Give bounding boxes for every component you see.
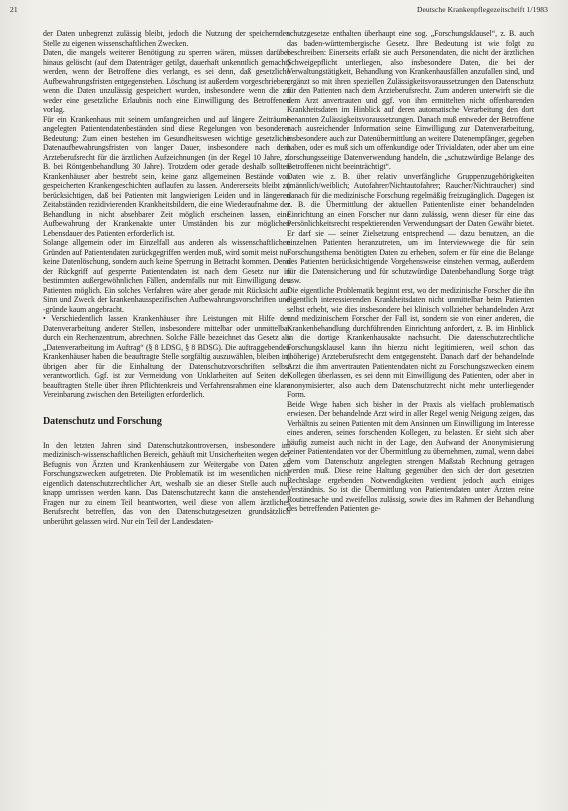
- journal-title: Deutsche Krankenpflegezeitschrift 1/1983: [416, 5, 548, 14]
- paragraph: Daten wie z. B. über relativ unverfängliche Gruppenzugehörigkeiten (männlich/weiblich; Autofahrer/Nichtautofahrer; Raucher/Nichtraucher) sind danach für die medizinische Forschung regelmäßig freizugänglich. Dagegen ist z. B. die Übermittlung der aktuellen Patientenliste einer behandelnden Einrichtung an einen Forscher nur dann zulässig, wenn dieser für eine das Persönlichkeitsrecht respektierenden Verwendungsart der Daten Gewähr bietet. Er darf sie — seiner Zielsetzung entsprechend — dazu benutzen, an die einzelnen Patienten heranzutreten, um im Interviewwege die für sein Forschungsthema benötigten Daten zu erheben, sofern er für eine die Belange des Patienten berücksichtigende Vorgehensweise einstehen vermag, außerdem für die Datensicherung und für schutzwürdige Datenbehandlung Sorge trägt usw.: [287, 171, 534, 285]
- paragraph: Die eigentliche Problematik beginnt erst, wo der medizinische Forscher die ihn eigentlich interessierenden Krankheitsdaten nicht unmittelbar beim Patienten selbst erhebt, wie dies insbesondere bei klinisch vollzieher behandelnden Arzt und medizinischem Forscher der Fall ist, sondern sie von einer anderen, die Krankenbehandlung durchführenden Einrichtung anfordert, z. B. im Hinblick in die dortige Krankenhausakte nachsucht. Die datenschutzrechtliche Forschungsklausel kann ihn hierzu nicht legitimieren, weil schon das (höherige) Arzteberufsrecht dem entgegensteht. Danach darf der behandelnde Arzt die ihm anvertrauten Patientendaten nicht zu Forschungszwecken einem Kollegen überlassen, es sei denn mit Einwilligung des Patienten, oder aber in anonymisierter, also auch dem Datenschutzrecht nicht mehr unterliegender Form.: [287, 285, 534, 399]
- paragraph: Für ein Krankenhaus mit seinem umfangreichen und auf längere Zeiträume angelegten Patientendatenbeständen sind diese Regelungen von besonderer Bedeutung: Zum einen bestehen im Gesundheitswesen wichtige gesetzliche Datenaufbewahrungsfristen von langer Dauer, insbesondere nach dem Arzteberufsrecht für die ärztlichen Aufzeichnungen (in der Regel 10 Jahre, z. B. bei Röntgenbehandlung 30 Jahre). Trotzdem oder gerade deshalb sollten Krankenhäuser aber bestrebt sein, keine ganz allgemeinen Bestände von gespeicherten Krankengeschichten auflaufen zu lassen. Andererseits bleibt zu berücksichtigen, daß bei Patienten mit langwierigen Leiden und in längeren Zeitabständen rezidivierenden Krankheitsbildern, die eine Wiederaufnahme der Behandlung in nicht absehbarer Zeit möglich erscheinen lassen, eine Aufbewahrung der Krankenakte unter Umständen bis zur möglichen Lebensdauer des Patienten erforderlich ist.: [43, 114, 290, 238]
- paragraph: In den letzten Jahren sind Datenschutzkontroversen, insbesondere im medizinisch-wissenschaftlichen Bereich, gehäuft mit Unsicherheiten wegen der Befugnis von Ärzten und Krankenhäusern zur Weitergabe von Daten zu Forschungszwecken aufgetreten. Die Problematik ist im wesentlichen nicht eigentlich datenschutzrechtlicher Art, weshalb sie an dieser Stelle auch nur knapp umrissen werden kann. Das Datenschutzrecht kann die anstehenden Fragen nur zu einem Teil beantworten, weil diese von allem ärztliches Berufsrecht betreffen, das von den Datenschutzgesetzen grundsätzlich unberührt gelassen wird. Nur ein Teil der Landesdaten-: [43, 440, 290, 526]
- section-heading: Datenschutz und Forschung: [43, 415, 162, 427]
- paragraph: Solange allgemein oder im Einzelfall aus anderen als wissenschaftlichen Gründen auf Patientendaten zurückgegriffen werden muß, wird somit meist nur keine Datenlöschung, sondern auch keine Sperrung in Betracht kommen. Denn der Rückgriff auf gesperrte Patientendaten ist nach dem Gesetz nur in bestimmten außergewöhnlichen Fällen, andernfalls nur mit Einwilligung des Patienten möglich. Ein solches Verfahren wäre aber gerade mit Rücksicht auf Sinn und Zweck der krankenhausspezifischen Aufbewahrungsvorschriften und -gründe kaum angebracht.: [43, 238, 290, 314]
- paragraph: Beide Wege haben sich bisher in der Praxis als vielfach problematisch erwiesen. Der behandelnde Arzt wird in aller Regel wenig Neigung zeigen, das Verhältnis zu seinen Patienten mit dem Ansinnen um Einwilligung im Interesse eines anderen, seines forschenden Kollegen, zu belasten. Er sieht sich aber häufig zumeist auch nicht in der Lage, den Aufwand der Anonymisierung seiner Patientendaten vor der Übermittlung zu übernehmen, zumal, wenn dabei dem vom Datenschutz angelegten strengen Maßstab Rechnung getragen werden muß. Diese reine Haltung gegenüber den sich der dort gesetzten Rechtslage ergebenden Notwendigkeiten verdient jedoch auch einiges Verständnis. So ist die Übermittlung von Patientendaten unter Ärzten reine Routinesache und zweifellos zulässig, sowie dies im Rahmen der Behandlung des betreffenden Patienten ge-: [287, 399, 534, 513]
- running-header: [10, 5, 548, 17]
- right-column: [287, 29, 534, 805]
- paragraph: • Verschiedentlich lassen Krankenhäuser ihre Leistungen mit Hilfe der Datenverarbeitung anderer Stellen, insbesondere mittelbar oder unmittelbar durch ein Rechenzentrum, abrechnen. Solche Fälle bezeichnet das Gesetz als „Datenverarbeitung im Auftrag“ (§ 8 LDSG, § 8 BDSG). Die auftraggebenden Krankenhäuser haben die beauftragte Stelle sorgfältig auszuwählen, bleiben im übrigen aber für die Einhaltung der Datenschutzvorschriften selbst verantwortlich. Ggf. ist zur Vermeidung von Unklarheiten auf Seiten der beauftragten Stelle über ihren Pflichtenkreis und Verfahrensrahmen eine klare Vereinbarung zwischen den Beteiligten erforderlich.: [43, 314, 290, 399]
- page-number: 21: [10, 5, 18, 14]
- paragraph: der Daten unbegrenzt zulässig bleibt, jedoch die Nutzung der speichernden Stelle zu eigenen wissenschaftlichen Zwecken.: [43, 29, 290, 48]
- paragraph: Daten, die mangels weiterer Benötigung zu sperren wären, müssen darüber hinaus gelöscht (auf dem Datenträger getilgt, dauerhaft unkenntlich gemacht) werden, wenn der Betroffene dies verlangt, es sei denn, daß gesetzliche Aufbewahrungsfristen entgegenstehen. Löschung ist außerdem vorgeschrieben, wenn die Daten unzulässig gespeichert wurden, insbesondere wenn die zu weder eine gesetzliche Erlaubnis noch eine Einwilligung des Betroffenen vorlag.: [43, 48, 290, 114]
- left-column: [43, 29, 290, 805]
- paragraph: schutzgesetze enthalten überhaupt eine sog. „Forschungsklausel“, z. B. auch das baden-württembergische Gesetz. Ihre Bedeutung ist wie folgt zu beschreiben: Einerseits erfaßt sie auch Personendaten, die nicht der ärztlichen Schweigepflicht unterliegen, also insbesondere Daten, die bei der Verwaltungstätigkeit, Behandlung von Krankenhausfällen anzufallen sind, und ergänzt so mit ihren speziellen Zulässigkeitsvoraussetzungen den Datenschutz für den Patienten nach dem Arzteberufsrecht. Zum anderen unterwirft sie die dem Arzt anvertrauten und ggf. von ihm ermittelten nicht offenbarenden Krankheitsdaten im Hinblick auf deren automatische Verarbeitung den dort benannten Zulässigkeitsvoraussetzungen. Danach muß entweder der Betroffene nach ausreichender Information seine Einwilligung zur Datenverarbeitung, insbesondere auch zur Datenübermittlung an weitere Datenempfänger, gegeben haben, oder es muß sich um offenkundige oder Trivialdaten, oder aber um eine forschungsseitige Datenverwendung handeln, die „schutzwürdige Belange des Betroffenen nicht beeinträchtigt“.: [287, 29, 534, 171]
